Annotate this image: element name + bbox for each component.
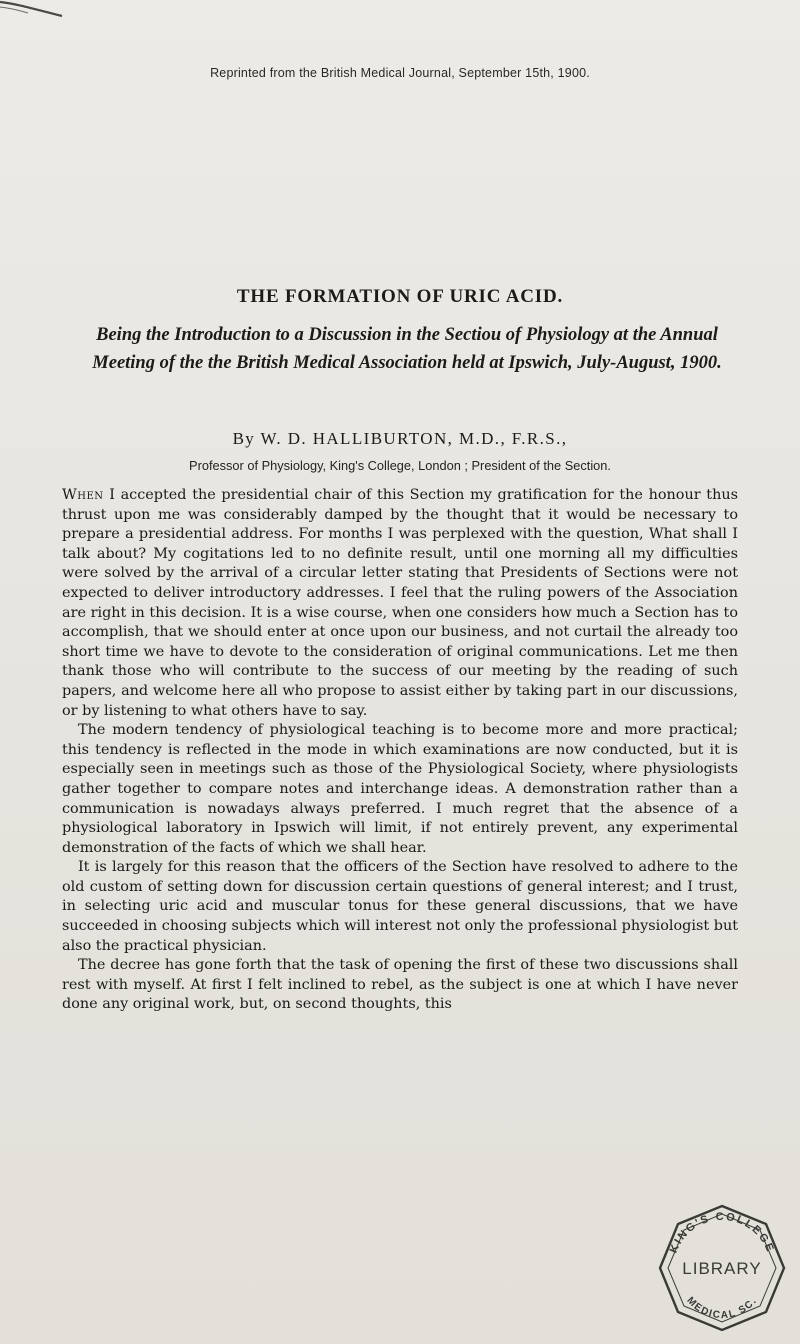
reprint-note: Reprinted from the British Medical Journal, September 15th, 1900.	[210, 66, 590, 80]
svg-text:MEDICAL SC.	[684, 1295, 759, 1321]
paragraph-4: The decree has gone forth that the task of opening the first of these two discussions shall rest with myself. At first I felt inclined to rebel, as the subject is one at which I have never done any original work, but, on second thoughts, this	[62, 957, 738, 1013]
library-stamp	[652, 1198, 792, 1338]
stamp-center-text: LIBRARY	[682, 1259, 762, 1278]
article-subtitle: Being the Introduction to a Discussion in the Sectiou of Physiology at the Annual Meeting of the the British Medical Association held at Ipswich, July-August, 1900.	[92, 325, 722, 373]
paragraph-2: The modern tendency of physiological teaching is to become more and more practical; this tendency is reflected in the mode in which examinations are now conducted, but it is especially seen in meetings such as those of the Physiological Society, where physiologists gather together to compare notes and interchange ideas. A demonstration rather than a communication is nowadays always preferred. I much regret that the absence of a physiological laboratory in Ipswich will limit, if not entirely prevent, any experimental demonstration of the facts of which we shall hear.	[62, 722, 738, 856]
author-byline: By W. D. HALLIBURTON, M.D., F.R.S.,	[232, 429, 568, 448]
paragraph-3: It is largely for this reason that the officers of the Section have resolved to adhere to the old custom of setting down for discussion certain questions of general interest; and I trust, in selecting uric acid and muscular tonus for these general discussions, that we have succeeded in choosing subjects which will interest not only the professional physiologist but also the practical physician.	[62, 859, 738, 954]
stamp-ring-text: KING'S COLLEGE	[667, 1210, 777, 1255]
stamp-bottom-text: MEDICAL SC.	[684, 1295, 760, 1322]
author-affiliation: Professor of Physiology, King's College, London ; President of the Section.	[189, 458, 611, 473]
svg-text:KING'S COLLEGE	[668, 1211, 777, 1255]
article-title: THE FORMATION OF URIC ACID.	[236, 286, 564, 307]
lead-word: When	[62, 487, 104, 503]
corner-scan-mark	[0, 0, 70, 20]
paragraph-1	[62, 486, 738, 721]
article-body	[62, 486, 738, 1015]
paragraph-1-text: I accepted the presidential chair of this Section my gratification for the honour thus thrust upon me was considerably damped by the thought that it would be necessary to prepare a presidential address. For months I was perplexed with the question, What shall I talk about? My cogitations led to no definite result, until one morning all my difficulties were solved by the arrival of a circular letter stating that Presidents of Sections were not expected to deliver introductory addresses. I feel that the ruling powers of the Association are right in this decision. It is a wise course, when one considers how much a Section has to accomplish, that we should enter at once upon our business, and not curtail the already too short time we have to devote to the consideration of original communications. Let me then thank those who will contribute to the success of our meeting by the reading of such papers, and welcome here all who propose to assist either by taking part in our discussions, or by listening to what others have to say.	[62, 487, 738, 719]
